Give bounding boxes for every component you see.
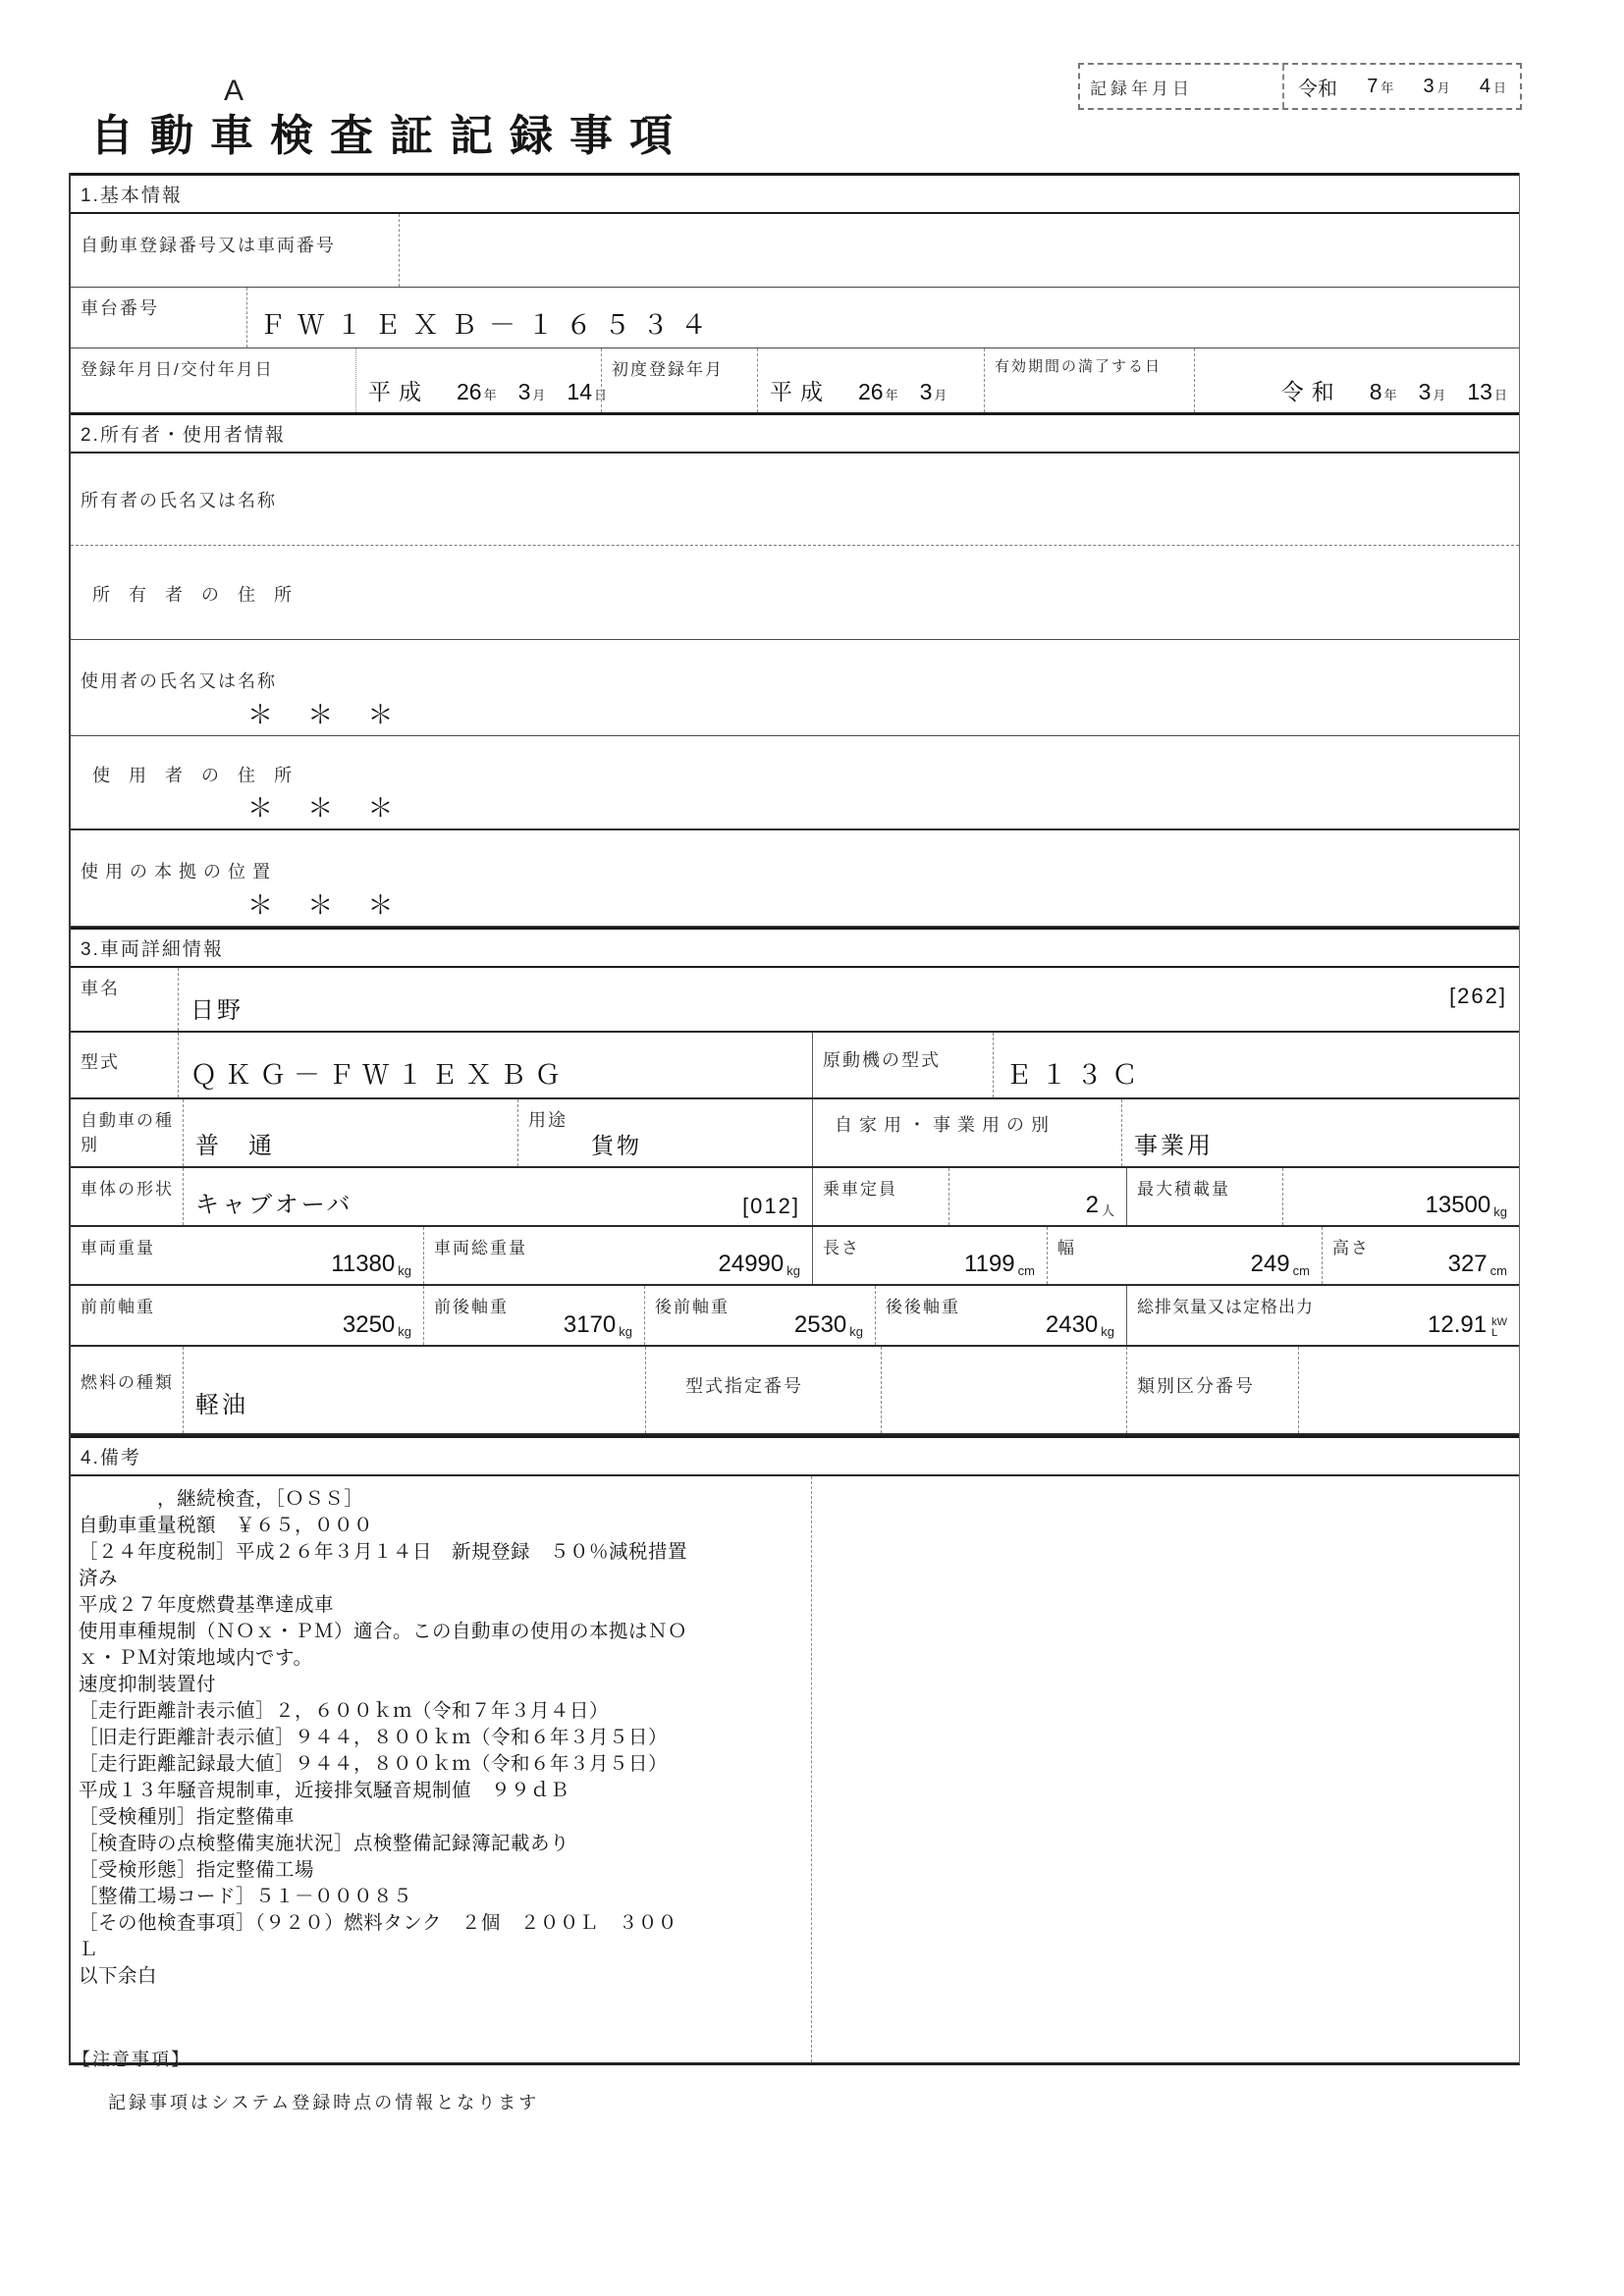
axle-rr-value: 2430: [1045, 1311, 1099, 1338]
record-era: 令和: [1298, 78, 1337, 100]
notes-body: 記録事項はシステム登録時点の情報となります: [108, 2093, 540, 2112]
user-address-cell: [71, 736, 1519, 828]
body-shape-label-cell: [71, 1168, 184, 1225]
registration-date-value: 平成 26 年 3 月 14 日: [368, 379, 608, 404]
row-dates: [71, 348, 1519, 415]
registration-number-label-cell: [71, 214, 400, 287]
remarks-line: ［整備工場コード］５１－０００８５: [79, 1886, 413, 1907]
fuel-label: 燃料の種類: [81, 1373, 174, 1392]
max-load-label-cell: [1126, 1168, 1283, 1225]
user-address-value: ＊ ＊ ＊: [247, 793, 407, 823]
fuel-value: 軽油: [195, 1392, 248, 1418]
remarks-line: ［検査時の点検整備実施状況］点検整備記録簿記載あり: [79, 1833, 570, 1854]
document-title: 自動車検査証記録事項: [90, 112, 689, 160]
remarks-line: ［走行距離計表示値］２，６００ｋｍ（令和７年３月４日）: [79, 1700, 610, 1722]
max-load-label: 最大積載量: [1137, 1180, 1230, 1199]
axle-ff-unit: kg: [398, 1324, 411, 1339]
row-registration-number: [71, 214, 1519, 288]
axle-rr-label: 後後軸重: [886, 1298, 960, 1316]
gross-weight-label-cell: [424, 1227, 552, 1284]
remarks-line: ［走行距離記録最大値］９４４，８００ｋｍ（令和６年３月５日）: [79, 1753, 669, 1775]
gross-weight-unit: kg: [786, 1263, 800, 1278]
vehicle-kind-label: 自動車の種別: [81, 1111, 174, 1154]
capacity-value: 2: [1085, 1192, 1099, 1218]
gross-weight-value-cell: [552, 1227, 812, 1284]
fuel-value-cell: [184, 1347, 645, 1433]
displacement-unit: kW L: [1491, 1316, 1507, 1339]
record-date-value: [1284, 65, 1520, 108]
car-name-label: 車名: [81, 979, 120, 998]
remarks-text-column: [71, 1476, 812, 2062]
row-car-name: [71, 968, 1519, 1033]
first-registration-label: 初度登録年月: [612, 360, 724, 379]
axle-ff-value-cell: [184, 1286, 424, 1345]
axle-ff-label: 前前軸重: [81, 1298, 155, 1316]
gross-weight-label: 車両総重量: [434, 1239, 527, 1257]
remarks-line: ［２４年度税制］平成２６年３月１４日 新規登録 ５０％減税措置: [79, 1541, 688, 1563]
height-label-cell: [1323, 1227, 1381, 1284]
capacity-label: 乗車定員: [823, 1180, 897, 1199]
first-registration-label-cell: [601, 348, 758, 412]
vehicle-weight-value-cell: [184, 1227, 424, 1284]
width-label: 幅: [1057, 1239, 1076, 1257]
length-label: 長さ: [823, 1239, 860, 1257]
axle-ff-value: 3250: [342, 1311, 396, 1338]
displacement-label-cell: [1126, 1286, 1372, 1345]
use-type-label-cell: [517, 1099, 591, 1166]
record-year: 7 年: [1367, 75, 1394, 97]
expiry-date-label-cell: [984, 348, 1195, 412]
axle-fr-value: 3170: [563, 1311, 617, 1338]
row-owner-name: [71, 454, 1519, 546]
type-designation-label-cell: [645, 1347, 881, 1433]
engine-model-value: Ｅ１３Ｃ: [1005, 1060, 1147, 1090]
business-label-cell: [812, 1099, 1121, 1166]
first-registration-value-cell: [758, 348, 984, 412]
remarks-line: 済み: [79, 1568, 119, 1589]
width-value-cell: [1092, 1227, 1323, 1284]
vehicle-kind-label-cell: [71, 1099, 184, 1166]
chassis-number-label: 車台番号: [81, 298, 159, 318]
remarks-line: 平成１３年騒音規制車，近接排気騒音規制値 ９９ｄＢ: [79, 1780, 570, 1801]
type-designation-value-cell: [881, 1347, 1126, 1433]
axle-rf-label-cell: [645, 1286, 768, 1345]
category-number-value-cell: [1298, 1347, 1519, 1433]
remarks-line: ［受検種別］指定整備車: [79, 1806, 296, 1828]
section-4-header: 4.備考: [71, 1435, 1519, 1476]
displacement-value: 12.91: [1428, 1311, 1488, 1338]
row-owner-address: [71, 546, 1519, 640]
displacement-label: 総排気量又は定格出力: [1137, 1298, 1314, 1316]
axle-ff-label-cell: [71, 1286, 184, 1345]
registration-date-value-cell: [355, 348, 608, 412]
width-label-cell: [1048, 1227, 1092, 1284]
base-location-cell: [71, 830, 1519, 926]
car-name-value: 日野: [190, 997, 244, 1024]
vehicle-weight-label: 車両重量: [81, 1239, 155, 1257]
section-1-header: 1.基本情報: [71, 173, 1519, 214]
user-address-label: 使 用 者 の 住 所: [92, 766, 299, 785]
owner-address-cell: [71, 546, 1519, 639]
axle-rf-value: 2530: [793, 1311, 847, 1338]
axle-rr-value-cell: [999, 1286, 1126, 1345]
owner-name-label: 所有者の氏名又は名称: [81, 491, 277, 510]
height-unit: cm: [1489, 1263, 1507, 1278]
body-shape-value: キャブオーバ: [195, 1192, 353, 1218]
base-location-label: 使用の本拠の位置: [81, 862, 277, 881]
axle-fr-unit: kg: [619, 1324, 632, 1339]
row-kind-use: [71, 1099, 1519, 1168]
chassis-number-value-cell: [247, 288, 1519, 347]
model-label-cell: [71, 1033, 179, 1097]
business-value: 事業用: [1134, 1133, 1214, 1159]
axle-rf-unit: kg: [849, 1324, 863, 1339]
notes-title: 【注意事項】: [73, 2050, 190, 2069]
user-name-cell: [71, 640, 1519, 735]
length-value-cell: [871, 1227, 1048, 1284]
axle-fr-value-cell: [552, 1286, 645, 1345]
car-name-value-cell: [179, 968, 1519, 1031]
row-chassis-number: [71, 288, 1519, 348]
first-registration-value: 平成 26 年 3 月: [770, 379, 947, 404]
chassis-number-value: ＦＷ１ＥＸＢ－１６５３４: [259, 310, 719, 340]
row-axle-weights: [71, 1286, 1519, 1347]
remarks-line: ［受検形態］指定整備工場: [79, 1859, 315, 1881]
expiry-date-label: 有効期間の満了する日: [995, 358, 1163, 375]
axle-rr-unit: kg: [1101, 1324, 1114, 1339]
remarks-line: 使用車種規制（ＮＯｘ・ＰＭ）適合。この自動車の使用の本拠はＮＯ: [79, 1621, 688, 1642]
remarks-line: Ｌ: [79, 1939, 99, 1960]
remarks-line: ［旧走行距離計表示値］９４４，８００ｋｍ（令和６年３月５日）: [79, 1727, 669, 1748]
record-date-box: [1078, 63, 1522, 110]
vehicle-weight-label-cell: [71, 1227, 184, 1284]
height-value-cell: [1381, 1227, 1519, 1284]
registration-number-label: 自動車登録番号又は車両番号: [81, 236, 336, 255]
category-number-label: 類別区分番号: [1137, 1376, 1255, 1396]
remarks-line: 速度抑制装置付: [79, 1674, 217, 1695]
max-load-value: 13500: [1425, 1192, 1491, 1218]
user-name-value: ＊ ＊ ＊: [247, 700, 407, 729]
chassis-number-label-cell: [71, 288, 247, 347]
remarks-line: 平成２７年度燃費基準達成車: [79, 1594, 335, 1616]
length-unit: cm: [1017, 1263, 1035, 1278]
length-label-cell: [812, 1227, 871, 1284]
remarks-line: ，継続検査，［ＯＳＳ］: [79, 1488, 364, 1510]
capacity-unit: 人: [1101, 1203, 1114, 1218]
owner-address-label: 所 有 者 の 住 所: [92, 585, 299, 605]
section-3-header: 3.車両詳細情報: [71, 927, 1519, 968]
engine-model-label-cell: [812, 1033, 994, 1097]
use-type-value-cell: [591, 1099, 812, 1166]
capacity-value-cell: [949, 1168, 1126, 1225]
use-type-label: 用途: [528, 1110, 568, 1130]
engine-model-label: 原動機の型式: [823, 1050, 941, 1070]
expiry-date-value-cell: [1195, 348, 1519, 412]
width-unit: cm: [1292, 1263, 1310, 1278]
row-body-shape: [71, 1168, 1519, 1227]
axle-fr-label-cell: [424, 1286, 552, 1345]
record-day: 4 日: [1479, 75, 1506, 97]
use-type-value: 貨物: [591, 1133, 642, 1158]
axle-fr-label: 前後軸重: [434, 1298, 509, 1316]
model-value: ＱＫＧ－ＦＷ１ＥＸＢＧ: [190, 1060, 568, 1090]
vehicle-weight-unit: kg: [398, 1263, 411, 1278]
type-designation-label: 型式指定番号: [685, 1376, 803, 1396]
remarks-line: ［その他検査事項］（９２０）燃料タンク ２個 ２００Ｌ ３００: [79, 1912, 677, 1934]
axle-rr-label-cell: [876, 1286, 999, 1345]
row-user-address: [71, 736, 1519, 830]
vehicle-weight-value: 11380: [331, 1251, 396, 1277]
owner-name-cell: [71, 454, 1519, 545]
car-name-label-cell: [71, 968, 179, 1031]
max-load-unit: kg: [1493, 1204, 1507, 1219]
width-value: 249: [1250, 1251, 1290, 1277]
capacity-label-cell: [812, 1168, 949, 1225]
row-base-location: [71, 830, 1519, 927]
record-month: 3 月: [1423, 75, 1450, 97]
displacement-value-cell: [1372, 1286, 1519, 1345]
max-load-value-cell: [1283, 1168, 1519, 1225]
fuel-label-cell: [71, 1347, 184, 1433]
category-number-label-cell: [1126, 1347, 1298, 1433]
body-shape-label: 車体の形状: [81, 1180, 174, 1199]
page-letter: A: [224, 75, 244, 107]
registration-date-label: 登録年月日/交付年月日: [81, 360, 274, 379]
expiry-date-value: 令和 8 年 3 月 13 日: [1280, 379, 1507, 404]
length-value: 1199: [964, 1251, 1015, 1277]
remarks-line: 自動車重量税額 ￥６５，０００: [79, 1515, 374, 1536]
registration-number-value: [400, 214, 1519, 287]
row-user-name: [71, 640, 1519, 736]
model-value-cell: [179, 1033, 812, 1097]
axle-rf-value-cell: [768, 1286, 876, 1345]
engine-model-value-cell: [994, 1033, 1519, 1097]
remarks-line: ｘ・ＰＭ対策地域内です。: [79, 1647, 313, 1669]
body-shape-code: [012]: [742, 1194, 800, 1218]
main-table: [69, 173, 1520, 2065]
body-shape-value-cell: [184, 1168, 812, 1225]
height-value: 327: [1447, 1251, 1488, 1277]
base-location-value: ＊ ＊ ＊: [247, 890, 407, 920]
gross-weight-value: 24990: [718, 1251, 785, 1277]
record-date-label: 記録年月日: [1080, 65, 1284, 108]
business-value-cell: [1121, 1099, 1519, 1166]
remarks-empty-column: [812, 1476, 1519, 2062]
row-fuel: [71, 1347, 1519, 1435]
vehicle-kind-value: 普 通: [195, 1133, 275, 1159]
row-weights-dimensions: [71, 1227, 1519, 1286]
section-2-header: 2.所有者・使用者情報: [71, 415, 1519, 454]
remarks-line: 以下余白: [79, 1965, 158, 1987]
car-name-code: [262]: [1449, 984, 1507, 1008]
remarks-area: [71, 1476, 1519, 2062]
vehicle-kind-value-cell: [184, 1099, 517, 1166]
user-name-label: 使用者の氏名又は名称: [81, 671, 277, 691]
registration-date-label-cell: [71, 348, 355, 412]
model-label: 型式: [81, 1052, 120, 1072]
row-model: [71, 1033, 1519, 1099]
axle-rf-label: 後前軸重: [655, 1298, 730, 1316]
business-label: 自家用・事業用の別: [835, 1115, 1056, 1135]
height-label: 高さ: [1332, 1239, 1370, 1257]
